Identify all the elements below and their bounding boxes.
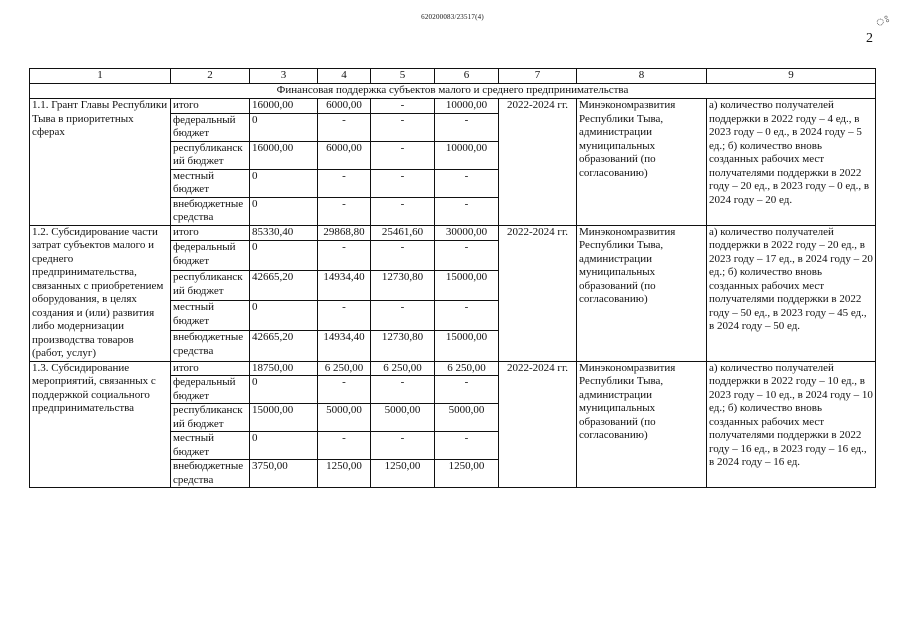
funding-value: -: [318, 241, 371, 271]
funding-value: -: [435, 376, 499, 404]
funding-value: 12730,80: [371, 331, 435, 361]
column-number: 6: [435, 69, 499, 84]
column-number: 5: [371, 69, 435, 84]
column-number-row: [30, 69, 876, 84]
funding-value: 0: [250, 197, 318, 225]
funding-value: -: [371, 432, 435, 460]
funding-value: -: [435, 301, 499, 331]
funding-source-label: итого: [171, 99, 250, 114]
target-indicators: а) количество получателей поддержки в 2022 году – 20 ед., в 2023 году – 17 ед., в 2024 году – 20 ед.; б) количество вновь созданных рабочих мест получателями поддержки в 2022 году – 50 ед., в 2023 году – 45 ед., в 2024 году – 50 ед.: [707, 225, 876, 361]
funding-value: 30000,00: [435, 225, 499, 241]
funding-value: 0: [250, 113, 318, 141]
funding-value: -: [371, 376, 435, 404]
funding-source-label: федеральный бюджет: [171, 113, 250, 141]
funding-value: 6 250,00: [318, 361, 371, 376]
funding-source-label: внебюджетные средства: [171, 460, 250, 488]
implementation-period: 2022-2024 гг.: [499, 225, 577, 361]
funding-source-label: внебюджетные средства: [171, 197, 250, 225]
target-indicators: а) количество получателей поддержки в 2022 году – 4 ед., в 2023 году – 0 ед., в 2024 году – 5 ед.; б) количество вновь созданных рабочих мест получателями поддержки в 2022 году – 20 ед., в 2023 году – 0 ед., в 2024 году – 20 ед.: [707, 99, 876, 226]
funding-source-label: местный бюджет: [171, 301, 250, 331]
funding-source-label: республиканский бюджет: [171, 141, 250, 169]
table-body: [30, 69, 876, 488]
funding-value: 85330,40: [250, 225, 318, 241]
funding-value: 0: [250, 432, 318, 460]
implementation-period: 2022-2024 гг.: [499, 361, 577, 488]
funding-source-label: федеральный бюджет: [171, 241, 250, 271]
funding-value: 6000,00: [318, 141, 371, 169]
funding-value: -: [371, 169, 435, 197]
funding-value: 0: [250, 376, 318, 404]
funding-value: 0: [250, 301, 318, 331]
funding-value: 1250,00: [318, 460, 371, 488]
table-row: [30, 225, 876, 241]
implementation-period: 2022-2024 гг.: [499, 99, 577, 226]
funding-value: 6 250,00: [435, 361, 499, 376]
funding-value: -: [435, 432, 499, 460]
column-number: 4: [318, 69, 371, 84]
funding-value: 0: [250, 241, 318, 271]
funding-value: 10000,00: [435, 141, 499, 169]
funding-value: -: [318, 113, 371, 141]
funding-value: -: [435, 197, 499, 225]
funding-source-label: итого: [171, 225, 250, 241]
responsible-executors: Минэкономразвития Республики Тыва, администрации муниципальных образований (по согласованию): [577, 99, 707, 226]
funding-value: 15000,00: [435, 331, 499, 361]
funding-value: 5000,00: [435, 404, 499, 432]
section-title-row: [30, 84, 876, 99]
table-row: [30, 99, 876, 114]
document-id: 620200083/23517(4): [421, 13, 484, 21]
funding-value: 42665,20: [250, 271, 318, 301]
funding-value: 0: [250, 169, 318, 197]
column-number: 9: [707, 69, 876, 84]
funding-value: -: [435, 169, 499, 197]
column-number: 3: [250, 69, 318, 84]
funding-value: 14934,40: [318, 331, 371, 361]
column-number: 1: [30, 69, 171, 84]
funding-value: 1250,00: [371, 460, 435, 488]
responsible-executors: Минэкономразвития Республики Тыва, администрации муниципальных образований (по согласованию): [577, 225, 707, 361]
measure-name: 1.1. Грант Главы Республики Тыва в приоритетных сферах: [30, 99, 171, 226]
target-indicators: а) количество получателей поддержки в 2022 году – 10 ед., в 2023 году – 10 ед., в 2024 году – 10 ед.; б) количество вновь созданных рабочих мест получателями поддержки в 2022 году – 16 ед., в 2023 году – 16 ед., в 2024 году – 16 ед.: [707, 361, 876, 488]
funding-value: -: [371, 301, 435, 331]
funding-value: -: [371, 99, 435, 114]
measure-name: 1.3. Субсидирование мероприятий, связанных с поддержкой социального предпринимательства: [30, 361, 171, 488]
column-number: 8: [577, 69, 707, 84]
funding-value: 25461,60: [371, 225, 435, 241]
section-title: Финансовая поддержка субъектов малого и среднего предпринимательства: [30, 84, 876, 99]
funding-value: -: [318, 301, 371, 331]
funding-value: 16000,00: [250, 99, 318, 114]
funding-value: 3750,00: [250, 460, 318, 488]
responsible-executors: Минэкономразвития Республики Тыва, администрации муниципальных образований (по согласованию): [577, 361, 707, 488]
funding-source-label: местный бюджет: [171, 432, 250, 460]
funding-value: -: [318, 197, 371, 225]
funding-value: 14934,40: [318, 271, 371, 301]
funding-value: 1250,00: [435, 460, 499, 488]
funding-value: 10000,00: [435, 99, 499, 114]
funding-value: -: [435, 113, 499, 141]
measure-name: 1.2. Субсидирование части затрат субъектов малого и среднего предпринимательства, связанных с приобретением оборудования, в целях создания и (или) развития либо модернизации производства товаров (работ, услуг): [30, 225, 171, 361]
funding-value: 5000,00: [371, 404, 435, 432]
funding-value: -: [318, 376, 371, 404]
funding-value: -: [371, 141, 435, 169]
funding-value: -: [318, 169, 371, 197]
funding-source-label: итого: [171, 361, 250, 376]
funding-value: 5000,00: [318, 404, 371, 432]
funding-source-label: внебюджетные средства: [171, 331, 250, 361]
funding-value: 16000,00: [250, 141, 318, 169]
corner-mark: ঃ: [873, 13, 892, 30]
program-table: [29, 68, 876, 488]
funding-value: 29868,80: [318, 225, 371, 241]
column-number: 7: [499, 69, 577, 84]
funding-source-label: федеральный бюджет: [171, 376, 250, 404]
funding-value: 42665,20: [250, 331, 318, 361]
funding-source-label: республиканский бюджет: [171, 404, 250, 432]
funding-value: -: [435, 241, 499, 271]
funding-value: 15000,00: [250, 404, 318, 432]
funding-source-label: республиканский бюджет: [171, 271, 250, 301]
page-number: 2: [866, 31, 873, 46]
funding-value: -: [371, 197, 435, 225]
table-row: [30, 361, 876, 376]
column-number: 2: [171, 69, 250, 84]
funding-value: 15000,00: [435, 271, 499, 301]
funding-value: 18750,00: [250, 361, 318, 376]
funding-value: -: [371, 241, 435, 271]
funding-source-label: местный бюджет: [171, 169, 250, 197]
funding-value: 12730,80: [371, 271, 435, 301]
funding-value: 6 250,00: [371, 361, 435, 376]
funding-value: 6000,00: [318, 99, 371, 114]
funding-value: -: [318, 432, 371, 460]
funding-value: -: [371, 113, 435, 141]
